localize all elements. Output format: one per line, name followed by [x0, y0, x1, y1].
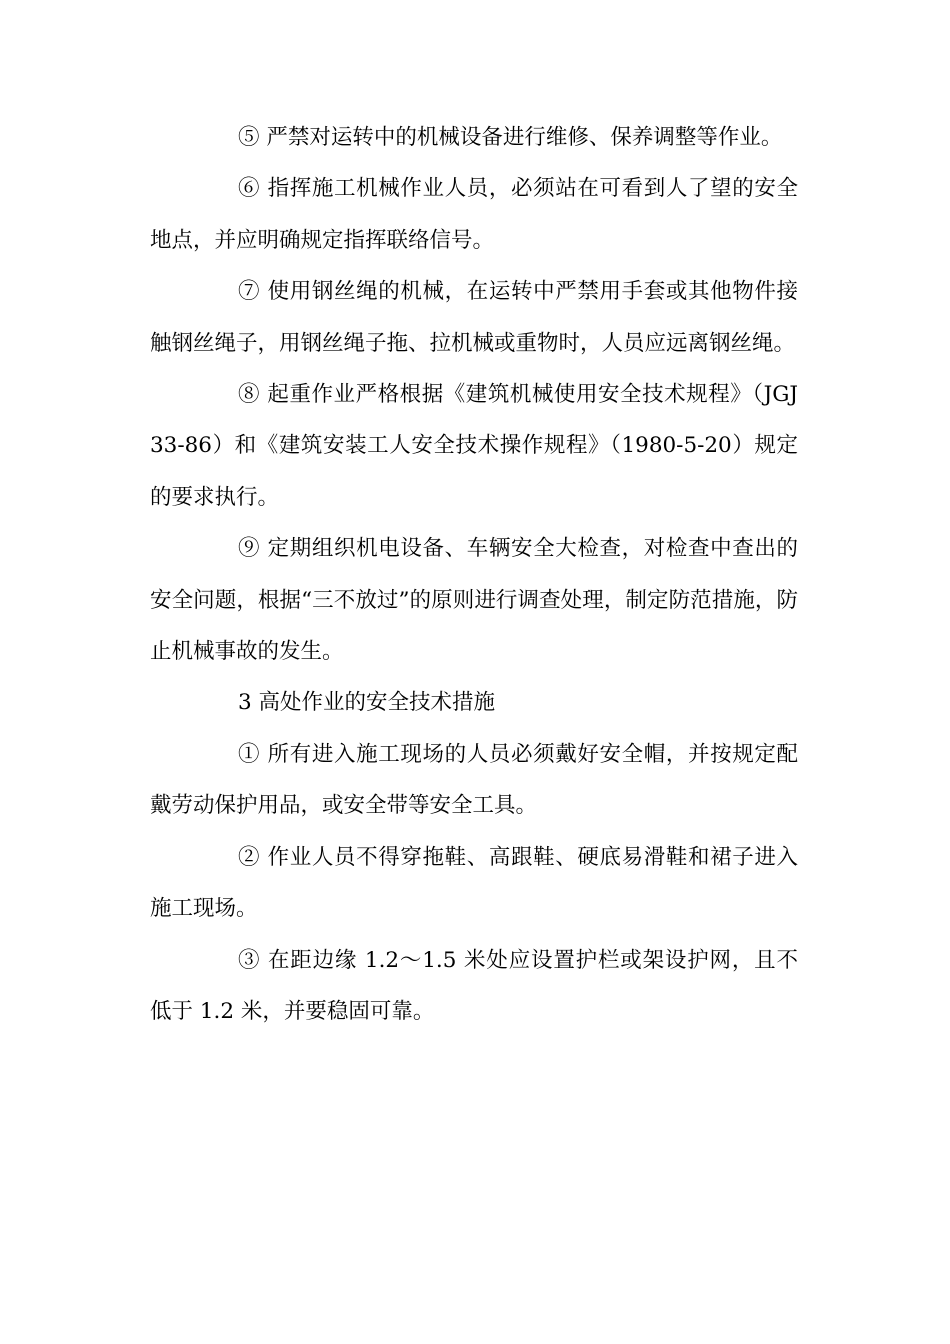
paragraph-item-5: ⑤ 严禁对运转中的机械设备进行维修、保养调整等作业。	[238, 125, 783, 150]
paragraph-item-2: ② 作业人员不得穿拖鞋、高跟鞋、硬底易滑鞋和裙子进入施工现场。	[150, 844, 798, 922]
paragraph-item-7: ⑦ 使用钢丝绳的机械，在运转中严禁用手套或其他物件接触钢丝绳子，用钢丝绳子拖、拉机械或重物时，人员应远离钢丝绳。	[150, 279, 798, 356]
paragraph-item-3: ③ 在距边缘 1.2～1.5 米处应设置护栏或架设护网，且不低于 1.2 米，并要稳固可靠。	[150, 947, 798, 1024]
section-heading: 3 高处作业的安全技术措施	[238, 690, 496, 716]
paragraph-item-9: ⑨ 定期组织机电设备、车辆安全大检查，对检查中查出的安全问题，根据“三不放过”的原则进行调查处理，制定防范措施，防止机械事故的发生。	[150, 536, 798, 665]
paragraph-item-6: ⑥ 指挥施工机械作业人员，必须站在可看到人了望的安全地点，并应明确规定指挥联络信号。	[150, 176, 798, 253]
paragraph-item-1: ① 所有进入施工现场的人员必须戴好安全帽，并按规定配戴劳动保护用品，或安全带等安全工具。	[150, 741, 798, 819]
paragraph-item-8: ⑧ 起重作业严格根据《建筑机械使用安全技术规程》（JGJ33-86）和《建筑安装工人安全技术操作规程》（1980-5-20）规定的要求执行。	[150, 382, 798, 510]
document-body	[150, 112, 798, 1037]
